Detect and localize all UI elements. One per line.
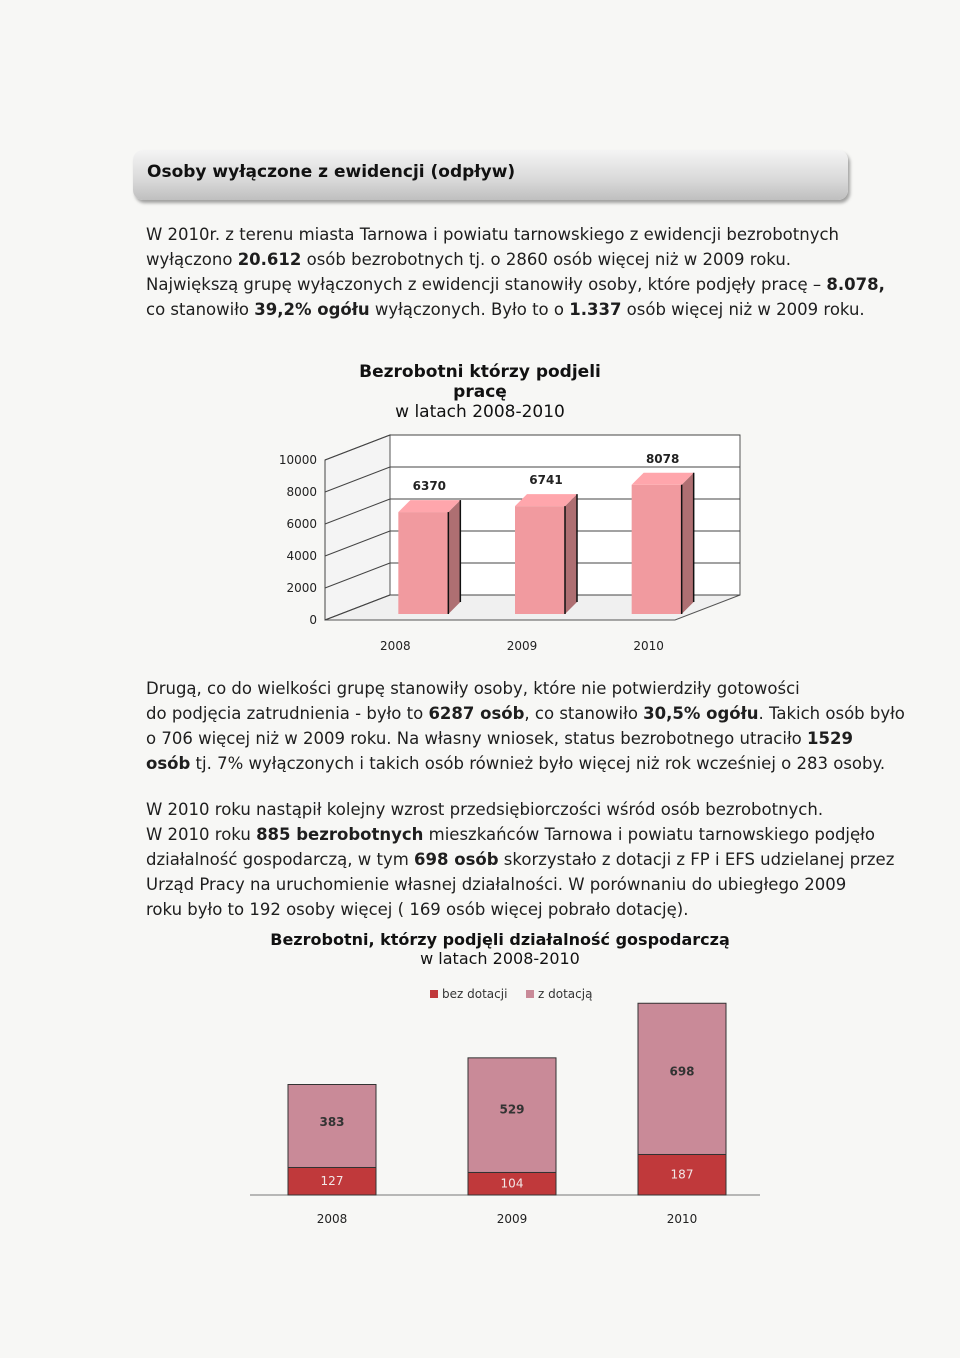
bar-segment-z-dotacja	[638, 1003, 726, 1154]
bar-value-label: 8078	[645, 451, 680, 466]
paragraph-entrepreneurship	[146, 797, 895, 922]
bar-value-label: 6741	[529, 473, 563, 488]
para3-line4: Urząd Pracy na uruchomienie własnej działalności. W porównaniu do ubiegłego 2009	[146, 875, 847, 894]
para3-line1: W 2010 roku nastąpił kolejny wzrost przedsiębiorczości wśród osób bezrobotnych.	[146, 800, 824, 819]
legend-label-bez-dotacji: bez dotacji	[442, 987, 508, 1001]
bar-front	[632, 485, 682, 614]
chart2-title-block	[270, 930, 730, 968]
chart-business	[250, 980, 770, 1230]
side-wall	[325, 435, 390, 620]
bar-front	[398, 512, 448, 614]
chart2-title: Bezrobotni, którzy podjęli działalność gospodarczą	[270, 930, 730, 949]
x-tick-label: 2010	[633, 639, 664, 653]
legend-swatch-z-dotacja	[526, 990, 534, 998]
y-tick-label: 6000	[286, 517, 317, 531]
para2-line3: o 706 więcej niż w 2009 roku. Na własny wniosek, status bezrobotnego utraciło 1529	[146, 729, 853, 748]
para2-line2: do podjęcia zatrudnienia - było to 6287 osób, co stanowiło 30,5% ogółu. Takich osób było	[146, 704, 905, 723]
para2-line4: osób tj. 7% wyłączonych i takich osób również było więcej niż rok wcześniej o 283 osoby.	[146, 754, 886, 773]
para1-line4: co stanowiło 39,2% ogółu wyłączonych. Było to o 1.337 osób więcej niż w 2009 roku.	[146, 300, 865, 319]
para2-line1: Drugą, co do wielkości grupę stanowiły osoby, które nie potwierdziły gotowości	[146, 679, 800, 698]
segment-label-bez-dotacji: 104	[500, 1176, 524, 1191]
y-tick-label: 4000	[286, 549, 317, 563]
legend-label-z-dotacja: z dotacją	[538, 987, 593, 1001]
x-tick-label: 2010	[666, 1212, 698, 1226]
bar-side	[565, 494, 577, 614]
paragraph-outflow	[146, 222, 885, 322]
x-tick-label: 2008	[316, 1212, 348, 1226]
segment-label-bez-dotacji: 127	[320, 1174, 344, 1189]
chart-employment	[240, 420, 760, 665]
chart1-title-block	[330, 362, 630, 422]
bar-side	[682, 473, 694, 614]
para1-line3: Największą grupę wyłączonych z ewidencji stanowiły osoby, które podjęły pracę – 8.078,	[146, 275, 885, 294]
para3-line3: działalność gospodarczą, w tym 698 osób skorzystało z dotacji z FP i EFS udzielanej przez	[146, 850, 895, 869]
chart1-title: Bezrobotni którzy podjeli pracę	[359, 362, 601, 402]
bar-value-label: 6370	[412, 479, 447, 494]
segment-label-z-dotacja: 698	[669, 1064, 695, 1079]
y-tick-label: 8000	[286, 485, 317, 499]
para1-line1: W 2010r. z terenu miasta Tarnowa i powiatu tarnowskiego z ewidencji bezrobotnych	[146, 225, 839, 244]
x-tick-label: 2009	[506, 639, 538, 653]
y-tick-label: 2000	[286, 581, 317, 595]
chart1-subtitle: w latach 2008-2010	[395, 402, 565, 422]
section-header	[133, 150, 848, 200]
segment-label-bez-dotacji: 187	[670, 1167, 694, 1182]
bar-front	[515, 506, 565, 614]
x-tick-label: 2009	[496, 1212, 528, 1226]
chart2-subtitle: w latach 2008-2010	[420, 949, 580, 968]
para1-line2: wyłączono 20.612 osób bezrobotnych tj. o 2860 osób więcej niż w 2009 roku.	[146, 250, 792, 269]
para3-line2: W 2010 roku 885 bezrobotnych mieszkańców Tarnowa i powiatu tarnowskiego podjęło	[146, 825, 875, 844]
y-tick-label: 0	[309, 613, 317, 627]
para3-line5: roku było to 192 osoby więcej ( 169 osób więcej pobrało dotację).	[146, 900, 689, 919]
segment-label-z-dotacja: 529	[499, 1102, 525, 1117]
y-tick-label: 10000	[278, 453, 317, 467]
segment-label-z-dotacja: 383	[319, 1114, 345, 1129]
x-tick-label: 2008	[380, 639, 411, 653]
section-title: Osoby wyłączone z ewidencji (odpływ)	[147, 162, 516, 182]
paragraph-second-group	[146, 676, 905, 776]
legend-swatch-bez-dotacji	[430, 990, 438, 998]
bar-side	[448, 500, 460, 614]
